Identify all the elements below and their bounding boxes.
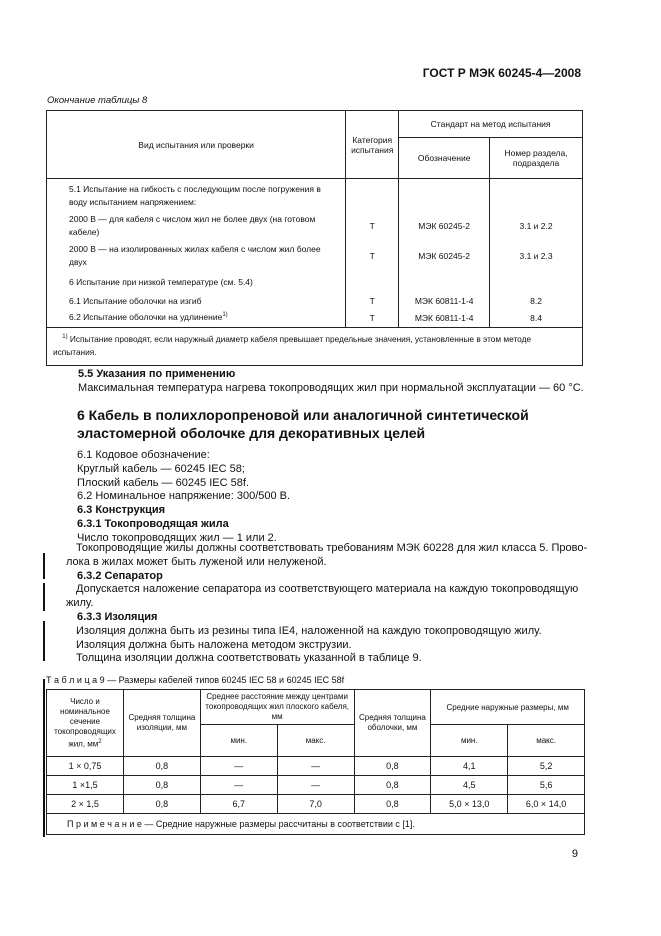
t8-cell-section: 3.1 и 2.3 (490, 241, 583, 271)
section-6-3-2-heading: 6.3.2 Сепаратор (77, 569, 163, 582)
t8-cell-test: 2000 В — для кабеля с числом жил не более двух (на готовом кабеле) (47, 211, 346, 241)
t9-header-cores-sup: 2 (98, 738, 102, 745)
table-row (47, 179, 583, 212)
code-title: 6.1 Кодовое обозначение: (77, 449, 210, 461)
t9-header-max: макс. (508, 725, 585, 757)
t9-cell: 6,7 (200, 795, 277, 814)
para-line: Толщина изоляции должна соответствовать указанной в таблице 9. (76, 652, 422, 665)
t8-cell-category: Т (346, 211, 399, 241)
t9-cell: 5,6 (508, 776, 585, 795)
t8-cell-section: 8.4 (490, 309, 583, 328)
t8-cell-section: 8.2 (490, 293, 583, 309)
footnote-mark: 1) (62, 334, 68, 340)
change-bar (43, 621, 45, 661)
t8-cell-test-text: 6.2 Испытание оболочки на удлинение (69, 312, 223, 322)
section-6-3-3-heading: 6.3.3 Изоляция (77, 610, 158, 623)
section-5-5-heading: 5.5 Указания по применению (78, 368, 236, 380)
t8-cell-test (47, 309, 346, 328)
para-line: Изоляция должна быть из резины типа IE4, наложенной на каждую токопроводящую жилу. (76, 624, 542, 637)
section-6-heading (77, 406, 529, 442)
code-round: Круглый кабель — 60245 IEC 58; (77, 462, 245, 475)
t8-footnote (47, 328, 583, 366)
t9-cell: — (277, 757, 354, 776)
t9-cell: 0,8 (123, 795, 200, 814)
section-6-3-1-heading: 6.3.1 Токопроводящая жила (77, 517, 229, 530)
t9-cell: 5,0 × 13,0 (431, 795, 508, 814)
section-5-5-text: Максимальная температура нагрева токопроводящих жил при нормальной эксплуатации — 60 °С. (78, 382, 584, 394)
t8-header-test: Вид испытания или проверки (47, 111, 346, 179)
table-row (47, 293, 583, 309)
document-header: ГОСТ Р МЭК 60245-4—2008 (422, 66, 581, 80)
table-9 (46, 689, 585, 835)
t9-cell: 4,5 (431, 776, 508, 795)
para-line: жилу. (66, 597, 94, 610)
t9-header-sheath: Средняя толщина оболочки, мм (354, 690, 431, 757)
t9-cell: 1 ×1,5 (47, 776, 124, 795)
t8-cell-section: 3.1 и 2.2 (490, 211, 583, 241)
t9-cell: 0,8 (123, 757, 200, 776)
t9-header-cores (47, 690, 124, 757)
t9-header-min: мин. (200, 725, 277, 757)
t8-cell-designation: МЭК 60811-1-4 (399, 293, 490, 309)
t8-cell-test: 5.1 Испытание на гибкость с последующим после погружения в воду испытанием напряжением: (47, 179, 346, 212)
t9-cell: 0,8 (354, 757, 431, 776)
t8-header-designation: Обозначение (399, 138, 490, 179)
t8-header-category: Категория испытания (346, 111, 399, 179)
section-6-3-heading: 6.3 Конструкция (77, 504, 166, 517)
t9-header-distance: Среднее расстояние между центрами токопроводящих жил плоского кабеля, мм (200, 690, 354, 725)
t9-cell: 0,8 (354, 795, 431, 814)
t9-cell: — (200, 776, 277, 795)
table-row (47, 309, 583, 328)
t9-note: П р и м е ч а н и е — Средние наружные размеры рассчитаны в соответствии с [1]. (47, 814, 585, 835)
t9-cell: 7,0 (277, 795, 354, 814)
t9-header-min: мин. (431, 725, 508, 757)
t9-header-insulation: Средняя толщина изоляции, мм (123, 690, 200, 757)
table-row (47, 211, 583, 241)
t8-cell-category: Т (346, 241, 399, 271)
code-flat: Плоский кабель — 60245 IEC 58f. (77, 476, 249, 489)
para-line: Токопроводящие жилы должны соответствовать требованиям МЭК 60228 для жил класса 5. Прово- (76, 542, 588, 554)
page-number: 9 (571, 848, 578, 860)
t8-header-section: Номер раздела, подраздела (490, 138, 583, 179)
table-row (47, 795, 585, 814)
table-row (47, 271, 583, 293)
t8-cell-designation: МЭК 60245-2 (399, 211, 490, 241)
section-6-heading-line1: 6 Кабель в полихлоропреновой или аналогичной синтетической (77, 407, 529, 423)
change-bar (43, 679, 45, 837)
t9-cell: 6,0 × 14,0 (508, 795, 585, 814)
t9-cell: 1 × 0,75 (47, 757, 124, 776)
t9-cell: 2 × 1,5 (47, 795, 124, 814)
footnote-text: Испытание проводят, если наружный диаметр кабеля превышает предельные значения, установленные в этом методе испытания. (53, 333, 532, 357)
t8-cell-category: Т (346, 293, 399, 309)
t9-cell: 5,2 (508, 757, 585, 776)
section-6-3-1-text-a: Число токопроводящих жил — 1 или 2. (77, 531, 277, 544)
section-6-1 (77, 449, 290, 546)
para-line: Изоляция должна быть наложена методом экструзии. (76, 638, 352, 651)
footnote-ref: 1) (222, 312, 228, 319)
t9-header-cores-text: Число и номинальное сечение токопроводящих жил, мм (54, 696, 116, 749)
para-line: лока в жилах может быть луженой или нелуженой. (66, 555, 327, 568)
section-6-heading-line2: эластомерной оболочке для декоративных целей (77, 425, 426, 441)
t9-cell: — (200, 757, 277, 776)
t9-cell: 4,1 (431, 757, 508, 776)
t8-cell-designation: МЭК 60245-2 (399, 241, 490, 271)
table9-caption: Т а б л и ц а 9 — Размеры кабелей типов 60245 IEC 58 и 60245 IEC 58f (46, 675, 345, 685)
table8-caption: Окончание таблицы 8 (47, 95, 148, 106)
t9-cell: 0,8 (123, 776, 200, 795)
t9-header-max: макс. (277, 725, 354, 757)
table-row (47, 757, 585, 776)
table-row (47, 776, 585, 795)
change-bar (43, 583, 45, 611)
table-8 (46, 110, 583, 366)
t8-cell-test: 6.1 Испытание оболочки на изгиб (47, 293, 346, 309)
section-6-3-1-text-b (66, 542, 587, 666)
t9-cell: — (277, 776, 354, 795)
change-bar (43, 553, 45, 579)
t8-cell-test: 6 Испытание при низкой температуре (см. 5.4) (47, 271, 346, 293)
t8-cell-test: 2000 В — на изолированных жилах кабеля с числом жил более двух (47, 241, 346, 271)
t8-cell-designation: МЭК 60811-1-4 (399, 309, 490, 328)
table-row (47, 241, 583, 271)
para-line: Допускается наложение сепаратора из соответствующего материала на каждую токопроводящую (76, 583, 579, 596)
t8-header-standard: Стандарт на метод испытания (399, 111, 583, 138)
t8-cell-category: Т (346, 309, 399, 328)
t9-header-outer: Средние наружные размеры, мм (431, 690, 585, 725)
t9-cell: 0,8 (354, 776, 431, 795)
voltage-text: 6.2 Номинальное напряжение: 300/500 В. (77, 490, 291, 503)
